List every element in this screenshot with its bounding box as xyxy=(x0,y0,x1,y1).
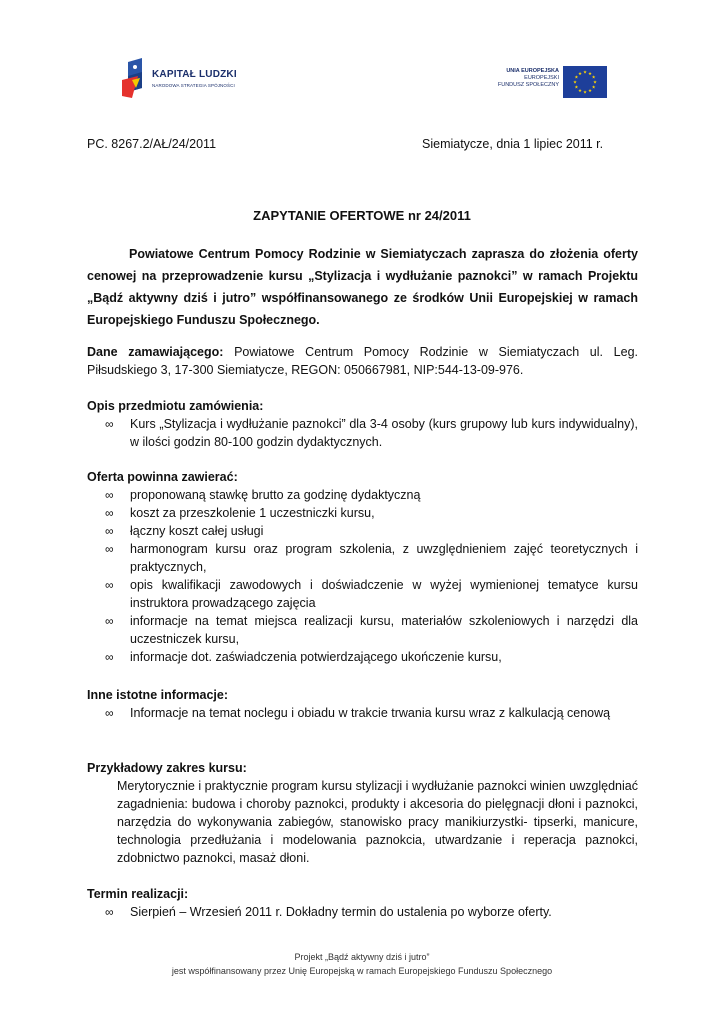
list-item: ∞ Kurs „Stylizacja i wydłużanie paznokci” dla 3-4 osoby (kurs grupowy lub kurs indywidualny), w ilości godzin 80-100 godzin dydaktycznych. xyxy=(105,417,638,449)
eu-star-icon: ★ xyxy=(582,69,588,75)
eu-logo-line3: FUNDUSZ SPOŁECZNY xyxy=(497,82,559,88)
eu-star-icon: ★ xyxy=(574,84,579,90)
termin-heading: Termin realizacji: xyxy=(87,887,189,901)
oferta-heading: Oferta powinna zawierać: xyxy=(87,470,238,484)
footer-line2: jest współfinansowany przez Unię Europejską w ramach Europejskiego Funduszu Społecznego xyxy=(171,966,553,976)
footer-line1: Projekt „Bądź aktywny dziś i jutro” xyxy=(294,952,430,962)
opis-list xyxy=(87,415,638,451)
section-inne xyxy=(87,686,638,722)
infinity-bullet-icon: ∞ xyxy=(105,578,114,592)
eu-logo xyxy=(497,66,609,100)
page-footer xyxy=(0,950,724,978)
zamawiajacy-paragraph xyxy=(87,343,638,379)
list-item: ∞ informacje na temat miejsca realizacji kursu, materiałów szkoleniowych i narzędzi dla uczestniczek kursu, xyxy=(105,614,638,646)
list-item: ∞ proponowaną stawkę brutto za godzinę dydaktyczną xyxy=(105,488,421,502)
list-item: ∞ harmonogram kursu oraz program szkolenia, z uwzględnieniem zajęć teoretycznych i praktycznych, xyxy=(105,542,638,574)
section-zakres xyxy=(87,759,638,867)
inne-list xyxy=(87,704,638,722)
section-termin xyxy=(87,885,638,921)
zamawiajacy-text: Powiatowe Centrum Pomocy Rodzinie w Siemiatyczach ul. Leg. Piłsudskiego 3, 17-300 Siemiatycze, REGON: 050667981, NIP:544-13-09-976. xyxy=(87,345,638,377)
oferta-list xyxy=(87,486,638,666)
eu-star-icon: ★ xyxy=(577,70,583,76)
list-item: ∞ informacje dot. zaświadczenia potwierdzającego ukończenie kursu, xyxy=(105,650,502,664)
infinity-bullet-icon: ∞ xyxy=(105,417,114,431)
section-opis xyxy=(87,397,638,451)
eu-star-icon: ★ xyxy=(591,84,596,90)
infinity-bullet-icon: ∞ xyxy=(105,506,114,520)
intro-paragraph xyxy=(87,243,638,331)
eu-logo-text xyxy=(497,68,559,89)
list-item: ∞ opis kwalifikacji zawodowych i doświadczenie w wyżej wymienionej tematyce kursu instruktora prowadzącego zajęcia xyxy=(105,578,638,610)
infinity-bullet-icon: ∞ xyxy=(105,488,114,502)
eu-star-icon: ★ xyxy=(587,88,593,94)
kapital-ludzki-logo xyxy=(122,58,252,100)
opis-heading: Opis przedmiotu zamówienia: xyxy=(87,399,264,413)
list-item: ∞ Informacje na temat noclegu i obiadu w trakcie trwania kursu wraz z kalkulacją cenową xyxy=(105,706,611,720)
infinity-bullet-icon: ∞ xyxy=(105,650,114,664)
eu-logo-line2: EUROPEJSKI xyxy=(524,75,559,81)
section-zamawiajacy xyxy=(87,343,638,379)
eu-star-icon: ★ xyxy=(582,89,588,95)
kapital-ludzki-emblem-icon xyxy=(122,58,150,100)
eu-star-icon: ★ xyxy=(572,79,578,85)
termin-list xyxy=(87,903,638,921)
infinity-bullet-icon: ∞ xyxy=(105,542,114,556)
zakres-heading: Przykładowy zakres kursu: xyxy=(87,761,247,775)
intro-text: Powiatowe Centrum Pomocy Rodzinie w Siemiatyczach zaprasza do złożenia oferty cenowej na przeprowadzenie kursu „Stylizacja i wydłużanie paznokci” w ramach Projektu „Bądź aktywny dziś i jutro” współfinansowanego ze środków Unii Europejskiej w ramach Europejskiego Funduszu Społecznego. xyxy=(87,247,638,327)
inne-heading: Inne istotne informacje: xyxy=(87,688,228,702)
eu-star-icon: ★ xyxy=(592,79,598,85)
reference-number: PC. 8267.2/AŁ/24/2011 xyxy=(87,137,217,151)
infinity-bullet-icon: ∞ xyxy=(105,905,114,919)
kapital-ludzki-subtitle: NARODOWA STRATEGIA SPÓJNOŚCI xyxy=(152,83,235,88)
infinity-bullet-icon: ∞ xyxy=(105,524,114,538)
eu-star-icon: ★ xyxy=(587,70,593,76)
eu-star-icon: ★ xyxy=(574,74,579,80)
section-oferta xyxy=(87,468,638,666)
infinity-bullet-icon: ∞ xyxy=(105,614,114,628)
list-item: ∞ koszt za przeszkolenie 1 uczestniczki kursu, xyxy=(105,506,375,520)
list-item: ∞ Sierpień – Wrzesień 2011 r. Dokładny termin do ustalenia po wyborze oferty. xyxy=(105,905,552,919)
document-date: Siemiatycze, dnia 1 lipiec 2011 r. xyxy=(422,137,604,151)
infinity-bullet-icon: ∞ xyxy=(105,706,114,720)
eu-logo-line1: UNIA EUROPEJSKA xyxy=(506,68,559,74)
eu-flag-icon xyxy=(563,66,607,98)
list-item: ∞ łączny koszt całej usługi xyxy=(105,524,264,538)
zakres-paragraph: Merytorycznie i praktycznie program kursu stylizacji i wydłużanie paznokci winien uwzględniać zagadnienia: budowa i choroby paznokci, produkty i akcesoria do pielęgnacji dłoni i paznokci, narzędzia do wykonywania zabiegów, stanowisko pracy manikiurzystki- tipserki, manicure, technologia przedłużania i modelowania paznokcia, utwardzanie i reperacja paznokci, zdobnictwo paznokci, masaż dłoni. xyxy=(117,779,638,865)
kapital-ludzki-title: KAPITAŁ LUDZKI xyxy=(152,69,237,80)
zamawiajacy-label: Dane zamawiającego: xyxy=(87,345,224,359)
eu-star-icon: ★ xyxy=(577,88,583,94)
eu-star-icon: ★ xyxy=(591,74,596,80)
document-title: ZAPYTANIE OFERTOWE nr 24/2011 xyxy=(253,208,471,223)
